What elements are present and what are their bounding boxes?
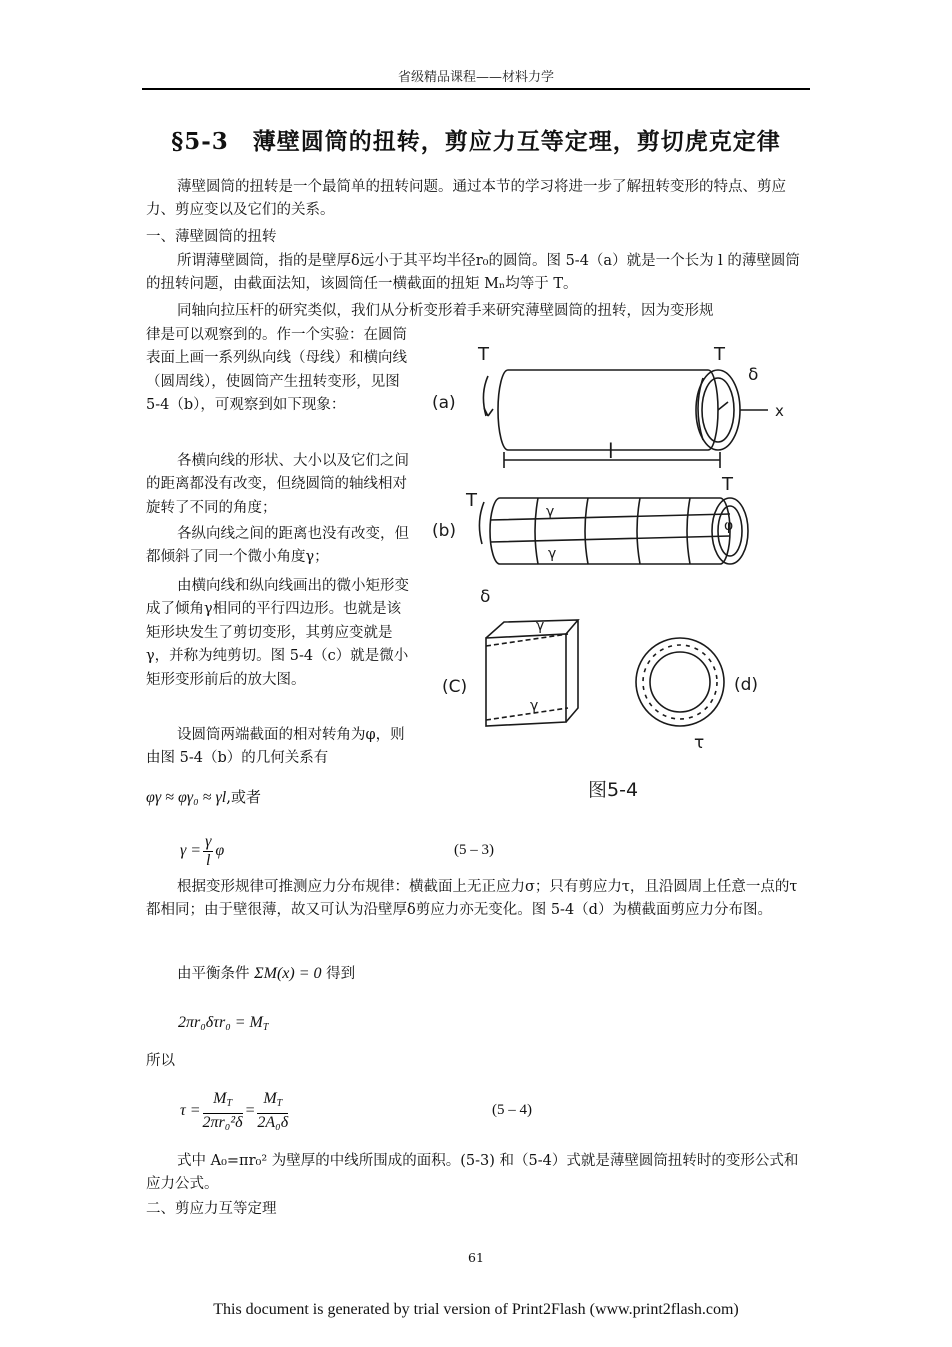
heading-thin-tube-torsion: 一、薄壁圆筒的扭转 bbox=[146, 229, 277, 245]
equation-5-3-denominator: l bbox=[206, 851, 211, 869]
equation-5-4-denominator-2: 2A₀δ bbox=[257, 1114, 289, 1131]
intro-paragraph: 薄壁圆筒的扭转是一个最简单的扭转问题。通过本节的学习将进一步了解扭转变形的特点、剪应力、剪应变以及它们的关系。 bbox=[146, 179, 786, 218]
figure-c-gamma-top: γ bbox=[536, 618, 545, 634]
equation-5-4-denominator-1: 2πr₀²δ bbox=[202, 1114, 243, 1131]
page-number: 61 bbox=[468, 1250, 484, 1265]
equation-equilibrium-expr: 2πr₀δτr₀ = M bbox=[178, 1014, 263, 1031]
figure-a-length-label: l bbox=[608, 439, 614, 463]
equation-geometry-expr: φγ ≈ φγ₀ ≈ γl bbox=[146, 789, 227, 806]
equation-5-3-lhs: γ = bbox=[180, 842, 202, 859]
paragraph-therefore: 所以 bbox=[146, 1053, 175, 1069]
equation-5-3-number: (5 – 3) bbox=[454, 842, 494, 858]
paragraph-observation-3: 由横向线和纵向线画出的微小矩形变成了倾角γ相同的平行四边形。也就是该矩形块发生了剪切变形，其剪应变就是γ，并称为纯剪切。图 5-4（c）就是微小矩形变形前后的放大图。 bbox=[146, 578, 409, 688]
figure-label-c: (C) bbox=[442, 677, 468, 697]
figure-a-delta-label: δ bbox=[748, 365, 759, 385]
paragraph-experiment: 律是可以观察到的。作一个实验：在圆筒表面上画一系列纵向线（母线）和横向线（圆周线），使圆筒产生扭转变形，见图 5-4（b），可观察到如下现象： bbox=[146, 327, 407, 414]
equation-5-4-numerator-1-sub: T bbox=[226, 1098, 232, 1109]
figure-b-torque-arrow-left bbox=[479, 502, 484, 544]
equation-5-4 bbox=[180, 1086, 290, 1136]
figure-d-shear-flow bbox=[643, 645, 717, 719]
section-title: §5-3 薄壁圆筒的扭转，剪应力互等定理，剪切虎克定律 bbox=[171, 128, 781, 155]
equation-5-3-factor: φ bbox=[215, 842, 225, 859]
figure-c-sheared-edges bbox=[486, 634, 568, 720]
paragraph-experiment-lead: 同轴向拉压杆的研究类似，我们从分析变形着手来研究薄壁圆筒的扭转，因为变形规 bbox=[177, 303, 714, 319]
figure-b-torque-right: T bbox=[722, 474, 733, 495]
figure-b-tube-body bbox=[490, 498, 730, 564]
equilibrium-condition: ΣM(x) = 0 bbox=[254, 965, 322, 982]
paragraph-thin-tube-definition: 所谓薄壁圆筒，指的是壁厚δ远小于其平均半径r₀的圆筒。图 5-4（a）就是一个长为 l 的薄壁圆筒的扭转问题，由截面法知，该圆筒任一横截面的扭矩 Mₙ均等于 T。 bbox=[146, 253, 800, 292]
paragraph-stress-distribution: 根据变形规律可推测应力分布规律：横截面上无正应力σ；只有剪应力τ，且沿圆周上任意一点的τ都相同；由于壁很薄，故又可认为沿壁厚δ剪应力亦无变化。图 5-4（d）为横截面剪应力分布图。 bbox=[146, 879, 798, 918]
equilibrium-lead: 由平衡条件 bbox=[177, 966, 250, 982]
figure-c-element-front bbox=[486, 634, 566, 726]
equation-equilibrium bbox=[178, 1014, 268, 1033]
equation-5-3 bbox=[180, 828, 224, 874]
figure-b-generatrix-lines bbox=[490, 514, 730, 542]
paragraph-observation-1: 各横向线的形状、大小以及它们之间的距离都没有改变，但绕圆筒的轴线相对旋转了不同的角度； bbox=[146, 453, 409, 516]
equation-5-4-number: (5 – 4) bbox=[492, 1102, 532, 1118]
equation-5-4-numerator-1 bbox=[203, 1090, 243, 1114]
heading-shear-reciprocity: 二、剪应力互等定理 bbox=[146, 1201, 277, 1217]
equation-5-4-fraction-1 bbox=[203, 1090, 243, 1132]
figure-b-gamma-bottom: γ bbox=[548, 546, 557, 562]
equation-5-4-numerator-2-sub: T bbox=[276, 1098, 283, 1109]
equation-5-4-numerator-2-symbol: M bbox=[263, 1090, 277, 1107]
paragraph-equilibrium bbox=[146, 962, 810, 986]
figure-b-torque-left: T bbox=[466, 490, 477, 511]
paragraph-formula-summary: 式中 A₀=πr₀² 为壁厚的中线所围成的面积。(5-3) 和（5-4）式就是薄壁圆筒扭转时的变形公式和应力公式。 bbox=[146, 1153, 799, 1192]
equation-5-4-fraction-2 bbox=[257, 1090, 288, 1132]
figure-a-torque-right: T bbox=[714, 344, 725, 365]
paragraph-relative-angle: 设圆筒两端截面的相对转角为φ，则由图 5-4（b）的几何关系有 bbox=[146, 727, 405, 767]
equation-5-4-equals: = bbox=[244, 1102, 256, 1119]
figure-5-4 bbox=[418, 330, 810, 814]
figure-b-phi-label: φ bbox=[724, 518, 734, 534]
figure-caption: 图5-4 bbox=[588, 779, 639, 801]
equation-equilibrium-sub: T bbox=[262, 1022, 269, 1033]
figure-a-x-label: x bbox=[775, 402, 784, 420]
figure-b-gamma-top: γ bbox=[546, 504, 555, 520]
equation-5-3-numerator: γ bbox=[205, 832, 212, 850]
figure-label-a: (a) bbox=[432, 393, 456, 413]
equilibrium-tail: 得到 bbox=[326, 966, 356, 982]
figure-c-delta-label: δ bbox=[480, 587, 491, 607]
paragraph-observation-2: 各纵向线之间的距离也没有改变，但都倾斜了同一个微小角度γ； bbox=[146, 526, 409, 566]
figure-d-ring-inner bbox=[650, 652, 710, 712]
running-header: 省级精品课程——材料力学 bbox=[397, 70, 554, 85]
equation-geometry bbox=[146, 786, 261, 807]
figure-d-tau-label: τ bbox=[694, 733, 705, 753]
equation-5-4-numerator-2 bbox=[257, 1090, 288, 1114]
equation-geometry-tail: ,或者 bbox=[226, 788, 261, 806]
figure-c-gamma-bottom: γ bbox=[530, 698, 539, 714]
figure-a-tube-body bbox=[498, 370, 718, 450]
figure-a-radius-line bbox=[718, 402, 728, 410]
figure-label-d: (d) bbox=[734, 675, 759, 695]
figure-b-circumference-lines bbox=[535, 498, 690, 564]
equation-5-4-numerator-1-symbol: M bbox=[213, 1090, 227, 1107]
header-rule bbox=[142, 88, 810, 90]
equation-5-3-fraction bbox=[203, 833, 213, 870]
figure-a-torque-left: T bbox=[478, 344, 489, 365]
figure-label-b: (b) bbox=[432, 521, 457, 541]
trial-footer: This document is generated by trial version of Print2Flash (www.print2flash.com) bbox=[213, 1301, 739, 1318]
equation-5-4-lhs: τ = bbox=[180, 1102, 201, 1119]
